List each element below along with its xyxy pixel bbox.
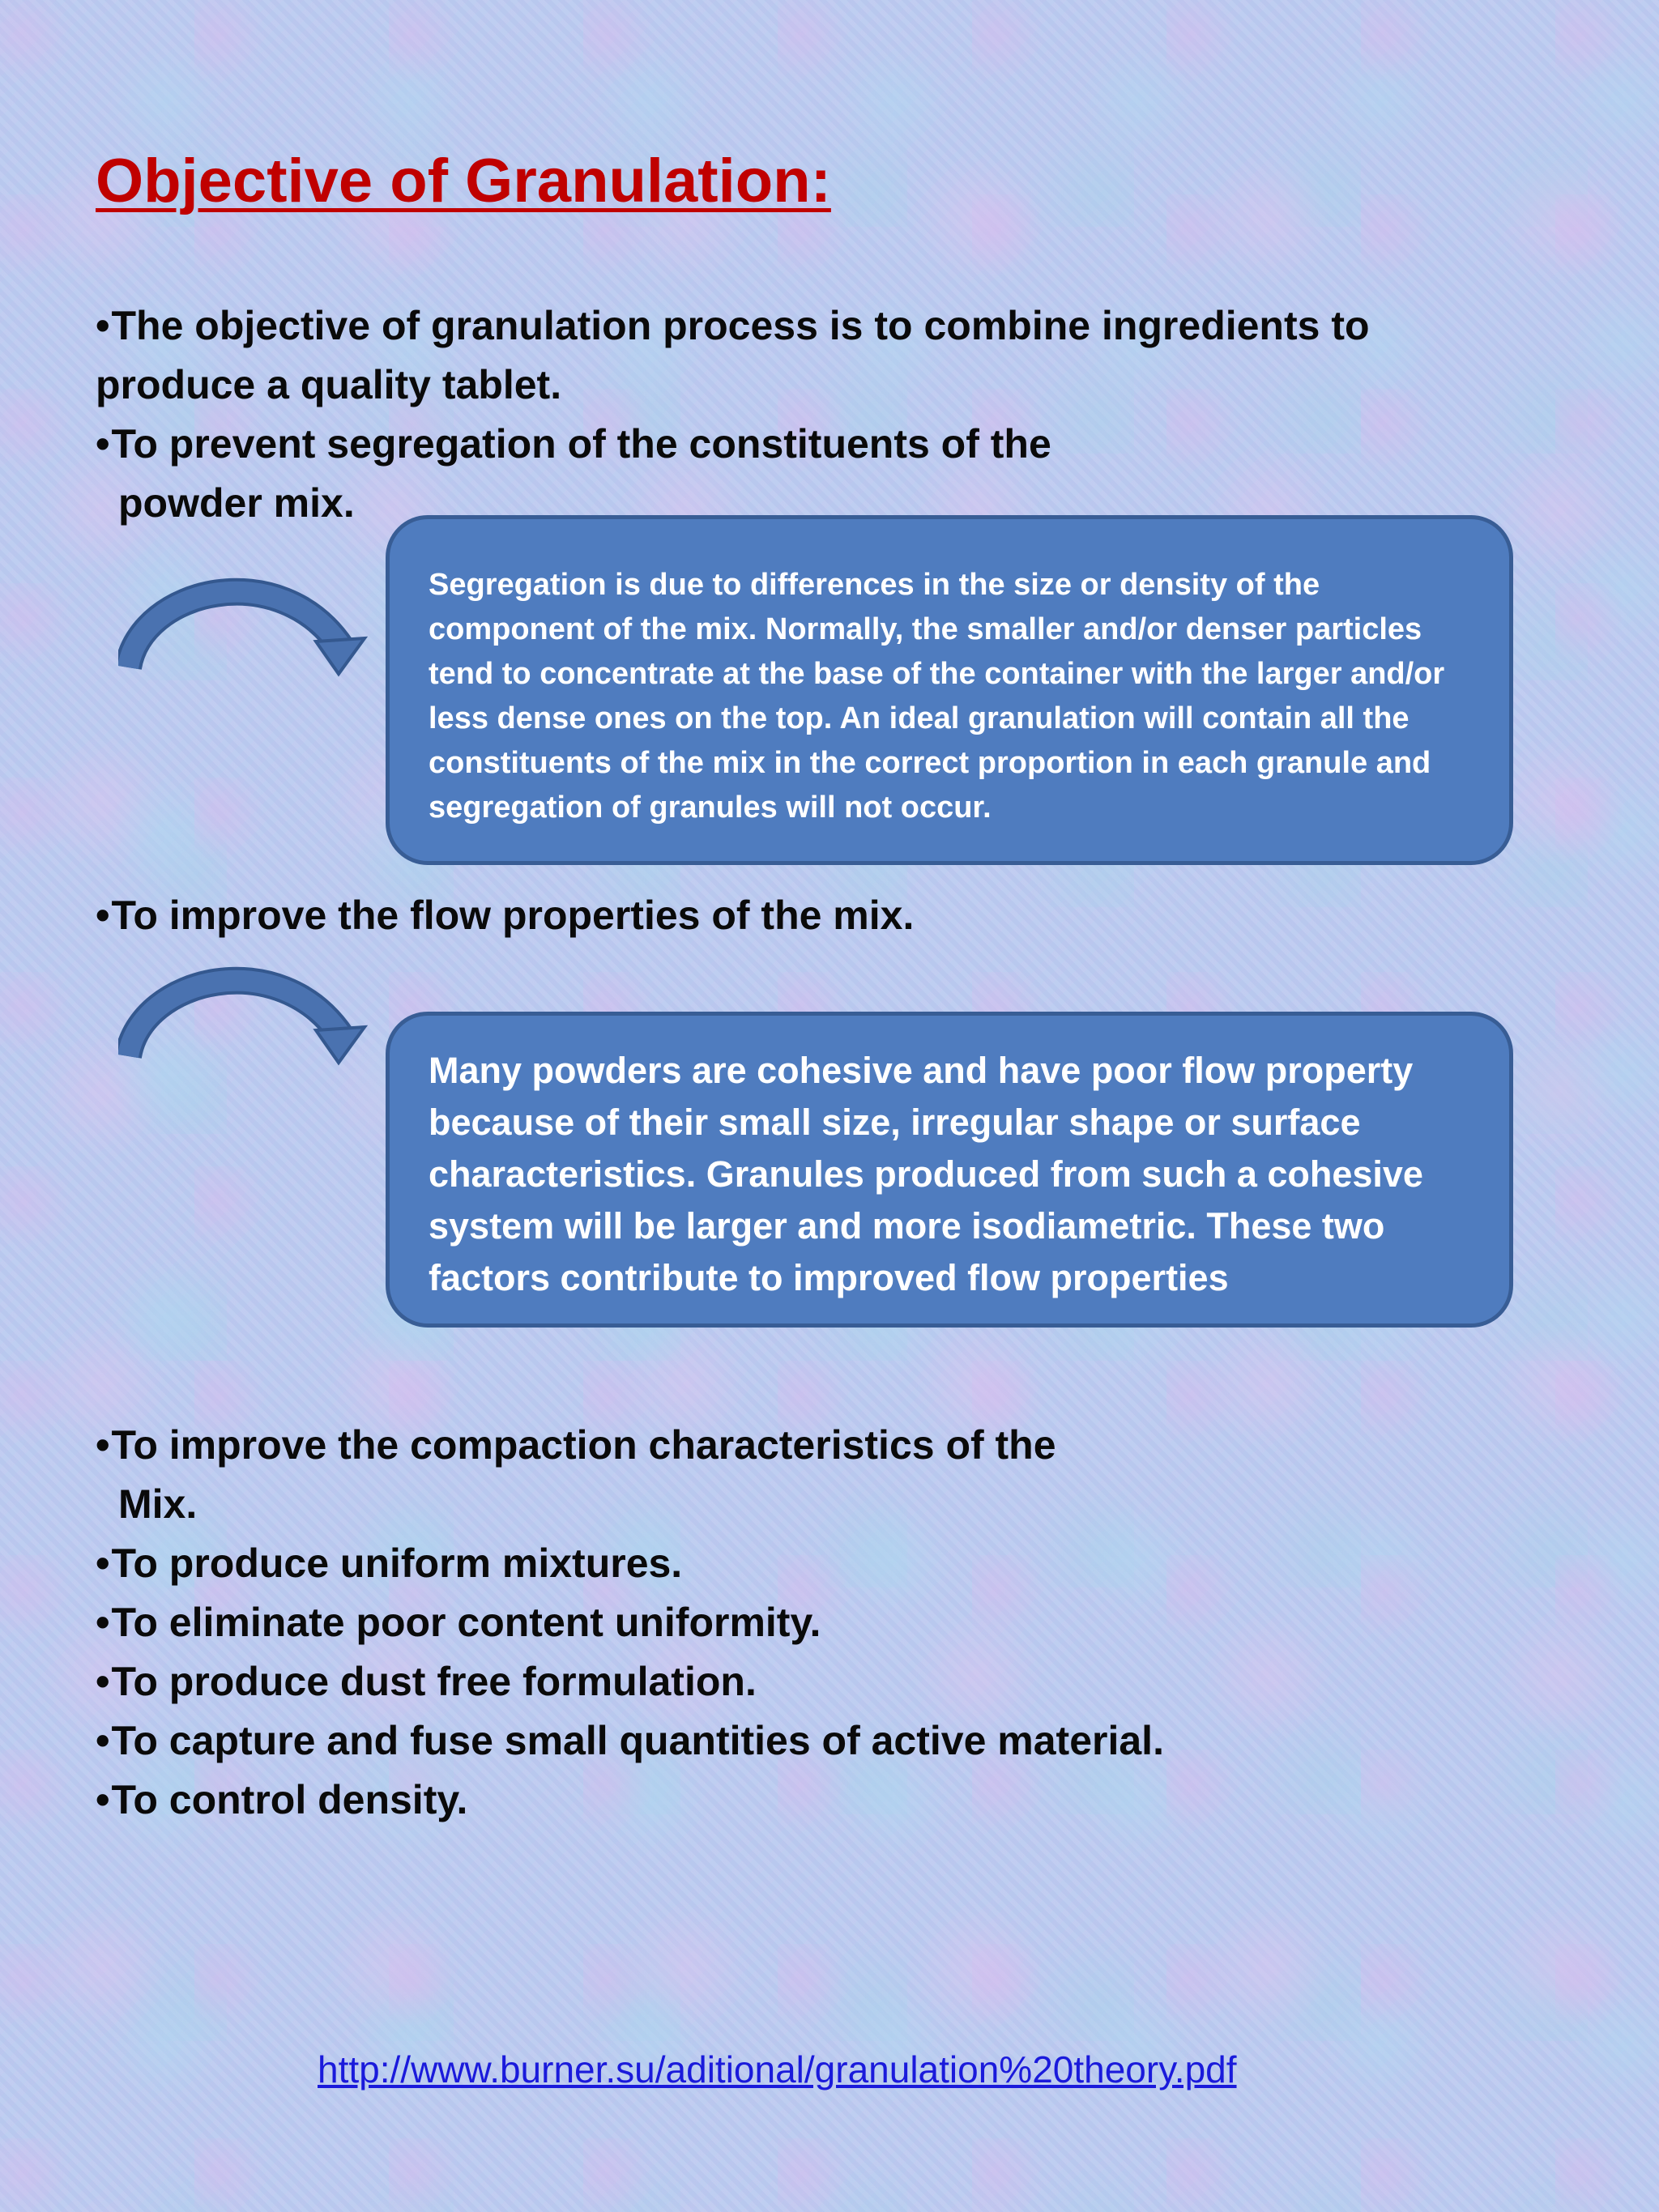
page-title: Objective of Granulation: <box>96 147 831 215</box>
bullet-flow-properties: •To improve the flow properties of the mix. <box>96 893 915 938</box>
bullet-compaction: •To improve the compaction characteristics of the Mix. <box>96 1422 1056 1527</box>
source-link[interactable]: http://www.burner.su/aditional/granulation%20theory.pdf <box>318 2048 1237 2091</box>
bullet-objective: •The objective of granulation process is to combine ingredients to produce a quality tablet. <box>96 303 1370 407</box>
bullet-content-uniformity: •To eliminate poor content uniformity. <box>96 1600 821 1645</box>
bullet-prevent-segregation: •To prevent segregation of the constituents of the powder mix. <box>96 421 1051 526</box>
segregation-callout-text: Segregation is due to differences in the size or density of the component of the mix. Normally, the smaller and/or denser particles tend to concentrate at the base of the container with the larger and/or less dense ones on the top. An ideal granulation will contain all the constituents of the mix in the correct proportion in each granule and segregation of granules will not occur. <box>429 568 1445 825</box>
bullet-dust-free: •To produce dust free formulation. <box>96 1659 757 1704</box>
bullet-uniform-mixtures: •To produce uniform mixtures. <box>96 1541 683 1586</box>
flow-callout-text: Many powders are cohesive and have poor flow property because of their small size, irregular shape or surface characteristics. Granules produced from such a cohesive system will be larger and more isodiametric. These two factors contribute to improved flow properties <box>429 1050 1423 1298</box>
bullet-active-material: •To capture and fuse small quantities of active material. <box>96 1718 1164 1763</box>
curved-arrow-right-icon <box>118 564 377 677</box>
segregation-callout <box>386 515 1513 865</box>
flow-callout <box>386 1012 1513 1328</box>
curved-arrow-right-icon <box>118 953 377 1066</box>
bullet-control-density: •To control density. <box>96 1777 468 1822</box>
